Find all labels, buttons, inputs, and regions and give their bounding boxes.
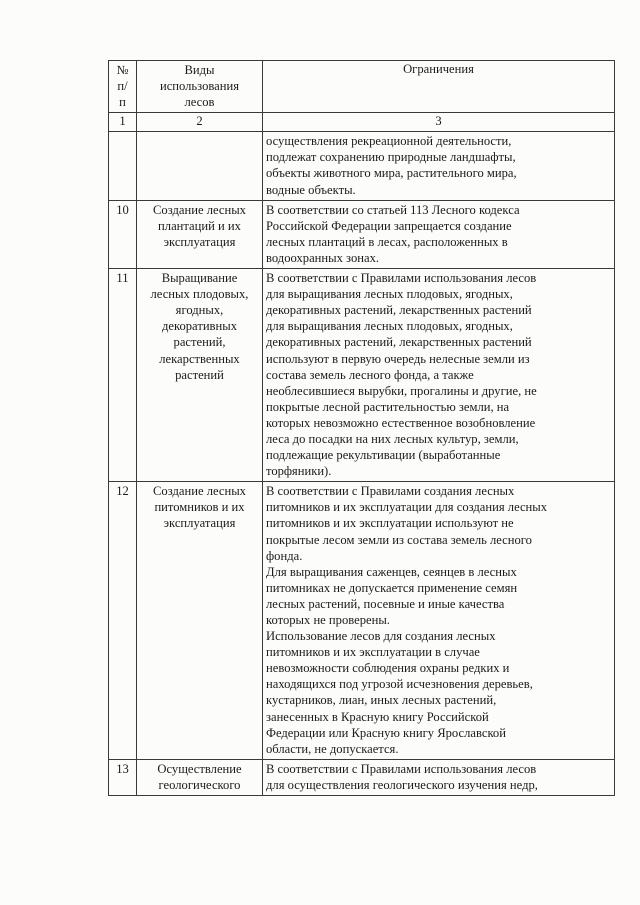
kind-line: эксплуатация bbox=[163, 516, 236, 531]
header-kind-line: использования bbox=[159, 79, 240, 94]
header-number-line: п/ bbox=[117, 79, 128, 94]
header-kind-line: Виды bbox=[184, 63, 215, 77]
header-number-line: п bbox=[119, 95, 126, 110]
text-line: питомников и их эксплуатации для создания лесных bbox=[266, 500, 548, 515]
row-number-cell: 13 bbox=[109, 759, 137, 795]
text-line: лесных плантаций в лесах, расположенных в bbox=[266, 234, 508, 249]
table-row-11 bbox=[109, 269, 615, 482]
text-line: Федерации или Красную книгу Ярославской bbox=[266, 725, 506, 740]
kind-line: Создание лесных bbox=[153, 202, 246, 217]
row-number-cell bbox=[109, 132, 137, 200]
kind-line: эксплуатация bbox=[163, 234, 236, 249]
row-kind-cell bbox=[137, 269, 263, 482]
forest-use-restrictions-table bbox=[108, 60, 615, 796]
kind-line: плантаций и их bbox=[158, 218, 241, 233]
text-line: объекты животного мира, растительного мира, bbox=[266, 166, 517, 181]
row-text-cell bbox=[263, 269, 615, 482]
kind-line: лесных плодовых, bbox=[150, 287, 249, 302]
table-row-continuation bbox=[109, 132, 615, 200]
row-text-cell bbox=[263, 132, 615, 200]
text-line: водоохранных зонах. bbox=[266, 250, 380, 265]
text-line: питомниках не допускается применение семян bbox=[266, 580, 518, 595]
text-line: осуществления рекреационной деятельности, bbox=[266, 134, 512, 149]
table-row-10 bbox=[109, 200, 615, 268]
text-line: состава земель лесного фонда, а также bbox=[266, 367, 474, 382]
text-line: для выращивания лесных плодовых, ягодных, bbox=[266, 287, 513, 302]
kind-line: геологического bbox=[158, 777, 241, 792]
header-kind-line: лесов bbox=[184, 95, 215, 110]
text-line: торфяники). bbox=[266, 464, 332, 479]
text-line: В соответствии со статьей 113 Лесного кодекса bbox=[266, 202, 520, 217]
kind-line: лекарственных bbox=[159, 351, 240, 366]
header-number-cell bbox=[109, 61, 137, 113]
column-numbers-row bbox=[109, 113, 615, 132]
text-line: покрытые лесной растительностью земли, на bbox=[266, 399, 510, 414]
row-text-cell bbox=[263, 759, 615, 795]
text-line: питомников и их эксплуатации используют не bbox=[266, 516, 514, 531]
row-text-cell bbox=[263, 200, 615, 268]
row-number-cell: 10 bbox=[109, 200, 137, 268]
row-text-cell bbox=[263, 482, 615, 760]
row-kind-cell bbox=[137, 482, 263, 760]
text-line: используют в первую очередь нелесные земли из bbox=[266, 351, 530, 366]
kind-line: питомников и их bbox=[154, 500, 245, 515]
kind-line: Выращивание bbox=[161, 271, 238, 286]
kind-line: Создание лесных bbox=[153, 484, 246, 499]
table-header-row bbox=[109, 61, 615, 113]
column-number-2: 2 bbox=[137, 113, 263, 132]
row-kind-cell bbox=[137, 132, 263, 200]
table-row-12 bbox=[109, 482, 615, 760]
kind-line: Осуществление bbox=[157, 761, 242, 776]
text-line: декоративных растений, лекарственных растений bbox=[266, 303, 532, 318]
header-number-line: № bbox=[116, 63, 129, 77]
table-row-13 bbox=[109, 759, 615, 795]
column-number-3: 3 bbox=[263, 113, 615, 132]
header-kind-cell bbox=[137, 61, 263, 113]
text-line: В соответствии с Правилами использования лесов bbox=[266, 761, 537, 776]
text-line: кустарников, лиан, иных лесных растений, bbox=[266, 693, 497, 708]
kind-line: растений, bbox=[173, 335, 226, 350]
text-line: Для выращивания саженцев, сеянцев в лесных bbox=[266, 564, 517, 579]
kind-line: ягодных, bbox=[175, 303, 224, 318]
row-number-cell: 12 bbox=[109, 482, 137, 760]
text-line: для осуществления геологического изучения недр, bbox=[266, 777, 538, 792]
text-line: подлежащие рекультивации (выработанные bbox=[266, 448, 501, 463]
row-number-cell: 11 bbox=[109, 269, 137, 482]
text-line: находящихся под угрозой исчезновения деревьев, bbox=[266, 677, 533, 692]
text-line: В соответствии с Правилами создания лесных bbox=[266, 484, 515, 499]
text-line: В соответствии с Правилами использования лесов bbox=[266, 271, 537, 286]
column-number-1: 1 bbox=[109, 113, 137, 132]
kind-line: декоративных bbox=[161, 319, 238, 334]
text-line: декоративных растений, лекарственных растений bbox=[266, 335, 532, 350]
text-line: невозможности соблюдения охраны редких и bbox=[266, 661, 510, 676]
row-kind-cell bbox=[137, 200, 263, 268]
text-line: покрытые лесом земли из состава земель лесного bbox=[266, 532, 532, 547]
text-line: которых не проверены. bbox=[266, 613, 390, 627]
text-line: Использование лесов для создания лесных bbox=[266, 629, 496, 644]
text-line: питомников и их эксплуатации в случае bbox=[266, 645, 480, 660]
text-line: подлежат сохранению природные ландшафты, bbox=[266, 150, 516, 165]
row-kind-cell bbox=[137, 759, 263, 795]
text-line: фонда. bbox=[266, 548, 303, 563]
text-line: области, не допускается. bbox=[266, 741, 399, 756]
header-restrictions-cell: Ограничения bbox=[263, 61, 615, 113]
kind-line: растений bbox=[175, 367, 224, 382]
text-line: Российской Федерации запрещается создание bbox=[266, 218, 512, 233]
text-line: которых невозможно естественное возобновление bbox=[266, 415, 536, 430]
text-line: занесенных в Красную книгу Российской bbox=[266, 709, 489, 724]
text-line: леса до посадки на них лесных культур, земли, bbox=[266, 431, 519, 446]
text-line: водные объекты. bbox=[266, 182, 356, 197]
text-line: лесных растений, посевные и иные качества bbox=[266, 596, 505, 611]
text-line: для выращивания лесных плодовых, ягодных, bbox=[266, 319, 513, 334]
text-line: необлесившиеся вырубки, прогалины и другие, не bbox=[266, 383, 537, 398]
